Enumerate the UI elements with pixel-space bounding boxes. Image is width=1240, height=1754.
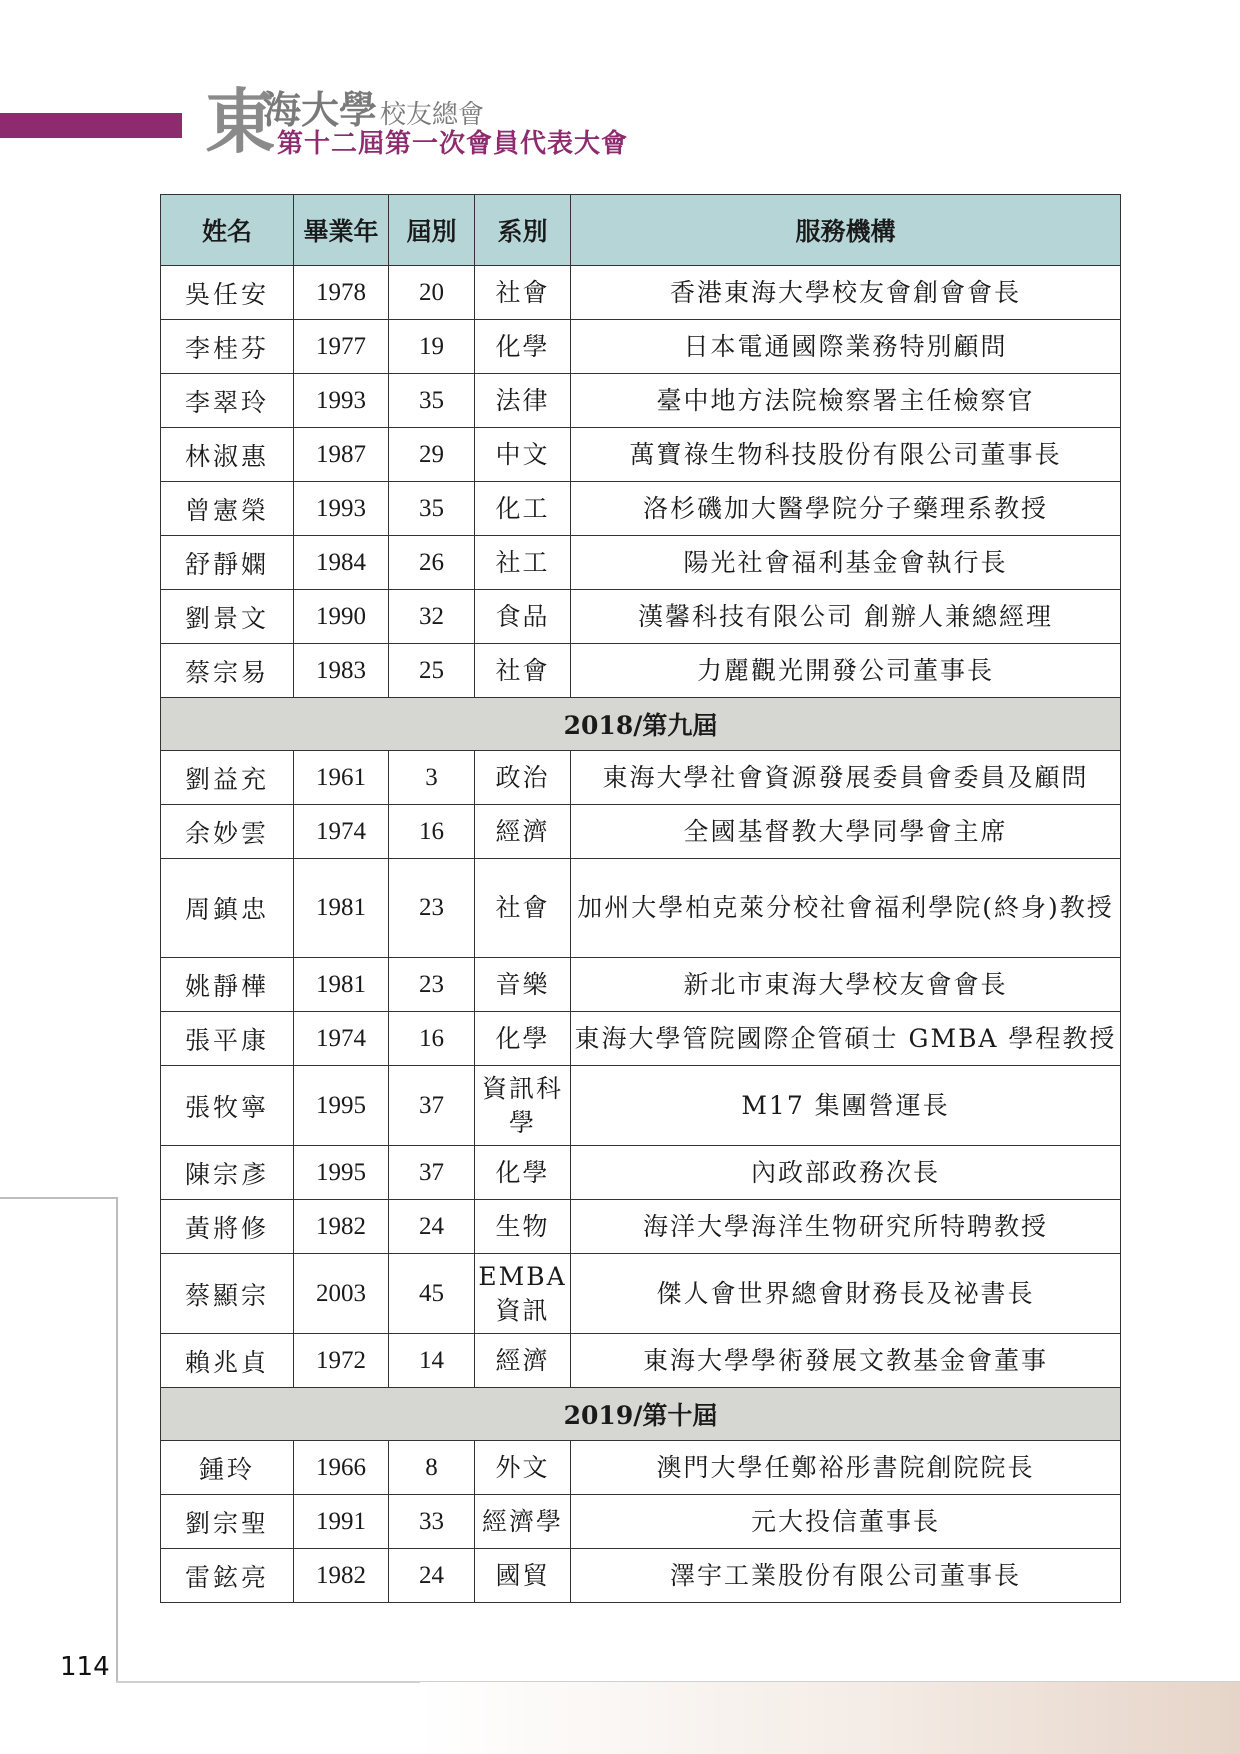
logo-character: 東 (205, 80, 275, 163)
cell-organization: 香港東海大學校友會創會會長 (571, 266, 1121, 320)
cell-organization: 萬寶祿生物科技股份有限公司董事長 (571, 428, 1121, 482)
cell-graduation-year: 1974 (294, 1012, 389, 1066)
cell-name: 黃將修 (161, 1200, 294, 1254)
cell-department: 經濟 (475, 805, 571, 859)
cell-department: 社會 (475, 266, 571, 320)
cell-department: 外文 (475, 1441, 571, 1495)
cell-graduation-year: 1984 (294, 536, 389, 590)
cell-name: 陳宗彥 (161, 1146, 294, 1200)
cell-class-number: 16 (389, 805, 475, 859)
cell-class-number: 24 (389, 1549, 475, 1603)
cell-organization: 漢馨科技有限公司 創辦人兼總經理 (571, 590, 1121, 644)
cell-graduation-year: 1982 (294, 1200, 389, 1254)
section-row (161, 1388, 1121, 1441)
cell-class-number: 33 (389, 1495, 475, 1549)
cell-class-number: 14 (389, 1334, 475, 1388)
cell-department: 法律 (475, 374, 571, 428)
cell-name: 蔡顯宗 (161, 1254, 294, 1334)
cell-name: 張牧寧 (161, 1066, 294, 1146)
table-row (161, 805, 1121, 859)
cell-name: 余妙雲 (161, 805, 294, 859)
cell-class-number: 35 (389, 482, 475, 536)
cell-department: 中文 (475, 428, 571, 482)
section-title: 2018/第九屆 (161, 698, 1121, 751)
cell-organization: 力麗觀光開發公司董事長 (571, 644, 1121, 698)
cell-graduation-year: 2003 (294, 1254, 389, 1334)
cell-class-number: 26 (389, 536, 475, 590)
cell-name: 鍾玲 (161, 1441, 294, 1495)
table-row (161, 1334, 1121, 1388)
cell-name: 李翠玲 (161, 374, 294, 428)
cell-organization: 洛杉磯加大醫學院分子藥理系教授 (571, 482, 1121, 536)
cell-organization: 元大投信董事長 (571, 1495, 1121, 1549)
table-row (161, 1066, 1121, 1146)
cell-organization: 新北市東海大學校友會會長 (571, 958, 1121, 1012)
cell-graduation-year: 1981 (294, 859, 389, 958)
cell-organization: 加州大學柏克萊分校社會福利學院(終身)教授 (571, 859, 1121, 958)
table-row (161, 590, 1121, 644)
cell-class-number: 23 (389, 859, 475, 958)
cell-organization: 全國基督教大學同學會主席 (571, 805, 1121, 859)
cell-graduation-year: 1987 (294, 428, 389, 482)
cell-name: 張平康 (161, 1012, 294, 1066)
cell-organization: 東海大學管院國際企管碩士 GMBA 學程教授 (571, 1012, 1121, 1066)
cell-name: 李桂芬 (161, 320, 294, 374)
cell-department: 經濟 (475, 1334, 571, 1388)
cell-name: 雷鉉亮 (161, 1549, 294, 1603)
cell-department: 社工 (475, 536, 571, 590)
cell-graduation-year: 1995 (294, 1146, 389, 1200)
event-title: 第十二屆第一次會員代表大會 (277, 129, 629, 159)
cell-graduation-year: 1982 (294, 1549, 389, 1603)
section-row (161, 698, 1121, 751)
cell-class-number: 8 (389, 1441, 475, 1495)
cell-name: 劉益充 (161, 751, 294, 805)
header-accent-bar (0, 113, 182, 138)
cell-graduation-year: 1993 (294, 374, 389, 428)
cell-department: 生物 (475, 1200, 571, 1254)
table-row (161, 644, 1121, 698)
cell-graduation-year: 1983 (294, 644, 389, 698)
cell-department: 社會 (475, 644, 571, 698)
cell-organization: 臺中地方法院檢察署主任檢察官 (571, 374, 1121, 428)
cell-organization: 內政部政務次長 (571, 1146, 1121, 1200)
table-row (161, 958, 1121, 1012)
cell-department: 經濟學 (475, 1495, 571, 1549)
section-title: 2019/第十屆 (161, 1388, 1121, 1441)
table-row (161, 1495, 1121, 1549)
cell-class-number: 23 (389, 958, 475, 1012)
table-row (161, 536, 1121, 590)
cell-organization: 澤宇工業股份有限公司董事長 (571, 1549, 1121, 1603)
logo-alumni-association: 校友總會 (380, 100, 485, 130)
cell-organization: 陽光社會福利基金會執行長 (571, 536, 1121, 590)
table-row (161, 1441, 1121, 1495)
cell-graduation-year: 1991 (294, 1495, 389, 1549)
cell-organization: 日本電通國際業務特別顧問 (571, 320, 1121, 374)
cell-class-number: 16 (389, 1012, 475, 1066)
member-table (160, 194, 1121, 1603)
cell-class-number: 25 (389, 644, 475, 698)
cell-organization: 東海大學社會資源發展委員會委員及顧問 (571, 751, 1121, 805)
cell-class-number: 32 (389, 590, 475, 644)
cell-class-number: 45 (389, 1254, 475, 1334)
table-body (161, 266, 1121, 1603)
cell-department: 化工 (475, 482, 571, 536)
cell-department: 音樂 (475, 958, 571, 1012)
cell-name: 劉景文 (161, 590, 294, 644)
table-row (161, 266, 1121, 320)
cell-class-number: 19 (389, 320, 475, 374)
cell-department: 食品 (475, 590, 571, 644)
cell-name: 賴兆貞 (161, 1334, 294, 1388)
column-header-year: 畢業年 (294, 195, 389, 266)
column-header-org: 服務機構 (571, 195, 1121, 266)
cell-name: 林淑惠 (161, 428, 294, 482)
cell-department: EMBA 資訊 (475, 1254, 571, 1334)
cell-graduation-year: 1974 (294, 805, 389, 859)
table-row (161, 859, 1121, 958)
table-row (161, 1146, 1121, 1200)
column-header-dept: 系別 (475, 195, 571, 266)
cell-class-number: 24 (389, 1200, 475, 1254)
page-number: 114 (60, 1652, 110, 1682)
cell-organization: 傑人會世界總會財務長及祕書長 (571, 1254, 1121, 1334)
cell-name: 周鎮忠 (161, 859, 294, 958)
cell-graduation-year: 1961 (294, 751, 389, 805)
footer-gradient-band (420, 1682, 1240, 1754)
cell-name: 舒靜嫻 (161, 536, 294, 590)
cell-graduation-year: 1966 (294, 1441, 389, 1495)
cell-department: 國貿 (475, 1549, 571, 1603)
table-row (161, 1549, 1121, 1603)
table-row (161, 1254, 1121, 1334)
cell-department: 資訊科學 (475, 1066, 571, 1146)
table-row (161, 482, 1121, 536)
cell-class-number: 35 (389, 374, 475, 428)
cell-graduation-year: 1993 (294, 482, 389, 536)
cell-name: 蔡宗易 (161, 644, 294, 698)
cell-graduation-year: 1990 (294, 590, 389, 644)
table-row (161, 374, 1121, 428)
cell-name: 吳任安 (161, 266, 294, 320)
cell-organization: M17 集團營運長 (571, 1066, 1121, 1146)
cell-class-number: 37 (389, 1066, 475, 1146)
column-header-class: 屆別 (389, 195, 475, 266)
cell-organization: 澳門大學任鄭裕彤書院創院院長 (571, 1441, 1121, 1495)
margin-rule-top (0, 1197, 117, 1199)
cell-name: 姚靜樺 (161, 958, 294, 1012)
cell-name: 劉宗聖 (161, 1495, 294, 1549)
column-header-name: 姓名 (161, 195, 294, 266)
cell-graduation-year: 1981 (294, 958, 389, 1012)
table-row (161, 428, 1121, 482)
cell-department: 政治 (475, 751, 571, 805)
cell-department: 化學 (475, 320, 571, 374)
table-row (161, 320, 1121, 374)
cell-department: 化學 (475, 1146, 571, 1200)
cell-graduation-year: 1972 (294, 1334, 389, 1388)
logo-university-name: 海大學 (263, 87, 378, 132)
cell-graduation-year: 1978 (294, 266, 389, 320)
cell-graduation-year: 1995 (294, 1066, 389, 1146)
cell-department: 社會 (475, 859, 571, 958)
cell-graduation-year: 1977 (294, 320, 389, 374)
table-row (161, 1200, 1121, 1254)
table-header-row (161, 195, 1121, 266)
table-row (161, 751, 1121, 805)
cell-name: 曾憲榮 (161, 482, 294, 536)
cell-class-number: 3 (389, 751, 475, 805)
margin-rule-vertical (116, 1197, 118, 1682)
header-logo (205, 82, 725, 172)
cell-organization: 海洋大學海洋生物研究所特聘教授 (571, 1200, 1121, 1254)
table-row (161, 1012, 1121, 1066)
cell-class-number: 37 (389, 1146, 475, 1200)
cell-organization: 東海大學學術發展文教基金會董事 (571, 1334, 1121, 1388)
cell-department: 化學 (475, 1012, 571, 1066)
cell-class-number: 29 (389, 428, 475, 482)
cell-class-number: 20 (389, 266, 475, 320)
